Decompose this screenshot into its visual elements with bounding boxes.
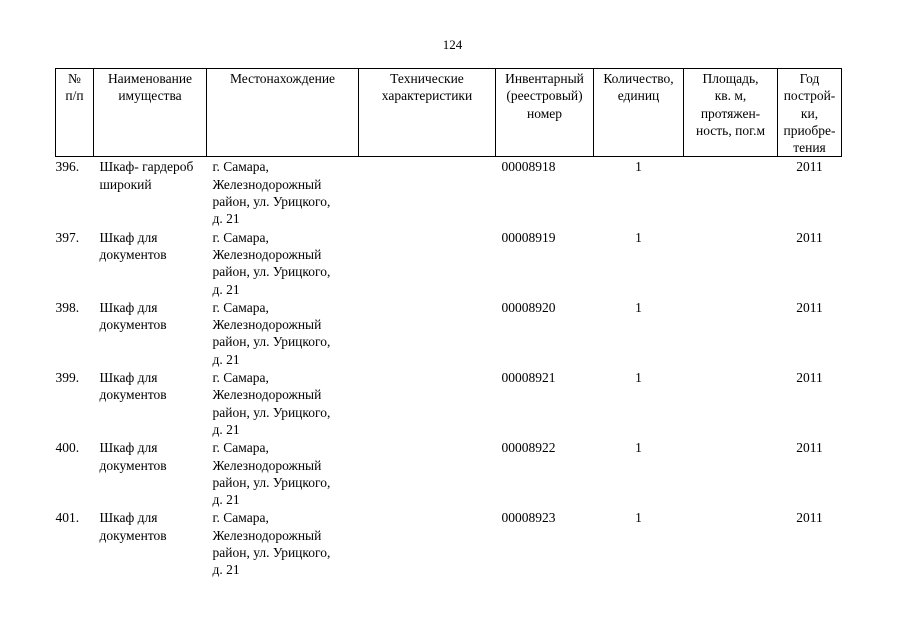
row-number: 396. [55, 159, 80, 175]
area [684, 508, 778, 578]
inventory-number: 00008920 [501, 299, 556, 315]
inventory-number: 00008922 [501, 440, 556, 456]
year: 2011 [796, 440, 823, 456]
property-inventory-table [55, 68, 842, 579]
header-year: Год построй- ки, приобре- тения [778, 69, 842, 157]
header-quantity: Количество, единиц [594, 69, 684, 157]
header-location: Местонахождение [207, 69, 359, 157]
inventory-number: 00008918 [501, 159, 556, 175]
table-header-row [56, 69, 842, 157]
year: 2011 [796, 510, 823, 526]
quantity: 1 [635, 510, 642, 526]
year: 2011 [796, 299, 823, 315]
quantity: 1 [635, 299, 642, 315]
location: г. Самара, Железнодорожный район, ул. Урицкого, д. 21 [212, 510, 331, 578]
area [684, 438, 778, 508]
technical-characteristics [359, 438, 496, 508]
technical-characteristics [359, 228, 496, 298]
inventory-number: 00008923 [501, 510, 556, 526]
location: г. Самара, Железнодорожный район, ул. Урицкого, д. 21 [212, 229, 331, 297]
location: г. Самара, Железнодорожный район, ул. Урицкого, д. 21 [212, 440, 331, 508]
header-technical-characteristics: Технические характеристики [359, 69, 496, 157]
area [684, 298, 778, 368]
row-number: 398. [55, 299, 80, 315]
table-row [56, 508, 842, 578]
header-inventory-number: Инвентарный (реестровый) номер [496, 69, 594, 157]
property-name: Шкаф для документов [99, 440, 167, 473]
year: 2011 [796, 229, 823, 245]
property-name: Шкаф для документов [99, 299, 167, 333]
inventory-number: 00008921 [501, 370, 556, 386]
page-number: 124 [442, 37, 463, 52]
table-row [56, 157, 842, 228]
property-name: Шкаф для документов [99, 370, 167, 403]
header-number: № п/п [56, 69, 94, 157]
technical-characteristics [359, 298, 496, 368]
year: 2011 [796, 370, 823, 386]
technical-characteristics [359, 157, 496, 228]
location: г. Самара, Железнодорожный район, ул. Урицкого, д. 21 [212, 299, 331, 367]
year: 2011 [796, 159, 823, 175]
table-row [56, 438, 842, 508]
location: г. Самара, Железнодорожный район, ул. Урицкого, д. 21 [212, 370, 331, 437]
technical-characteristics [359, 368, 496, 438]
table-row [56, 368, 842, 438]
quantity: 1 [635, 159, 642, 175]
row-number: 400. [55, 440, 80, 456]
inventory-number: 00008919 [501, 229, 556, 245]
quantity: 1 [635, 370, 642, 386]
table-row [56, 298, 842, 368]
area [684, 157, 778, 228]
table-row [56, 228, 842, 298]
technical-characteristics [359, 508, 496, 578]
row-number: 397. [55, 229, 80, 245]
header-area: Площадь, кв. м, протяжен- ность, пог.м [684, 69, 778, 157]
quantity: 1 [635, 440, 642, 456]
property-name: Шкаф- гардероб широкий [99, 159, 194, 192]
row-number: 399. [55, 370, 80, 386]
location: г. Самара, Железнодорожный район, ул. Урицкого, д. 21 [212, 159, 331, 227]
area [684, 228, 778, 298]
header-property-name: Наименование имущества [94, 69, 207, 157]
property-name: Шкаф для документов [99, 229, 167, 262]
property-name: Шкаф для документов [99, 510, 167, 543]
quantity: 1 [635, 229, 642, 245]
row-number: 401. [55, 510, 80, 526]
area [684, 368, 778, 438]
